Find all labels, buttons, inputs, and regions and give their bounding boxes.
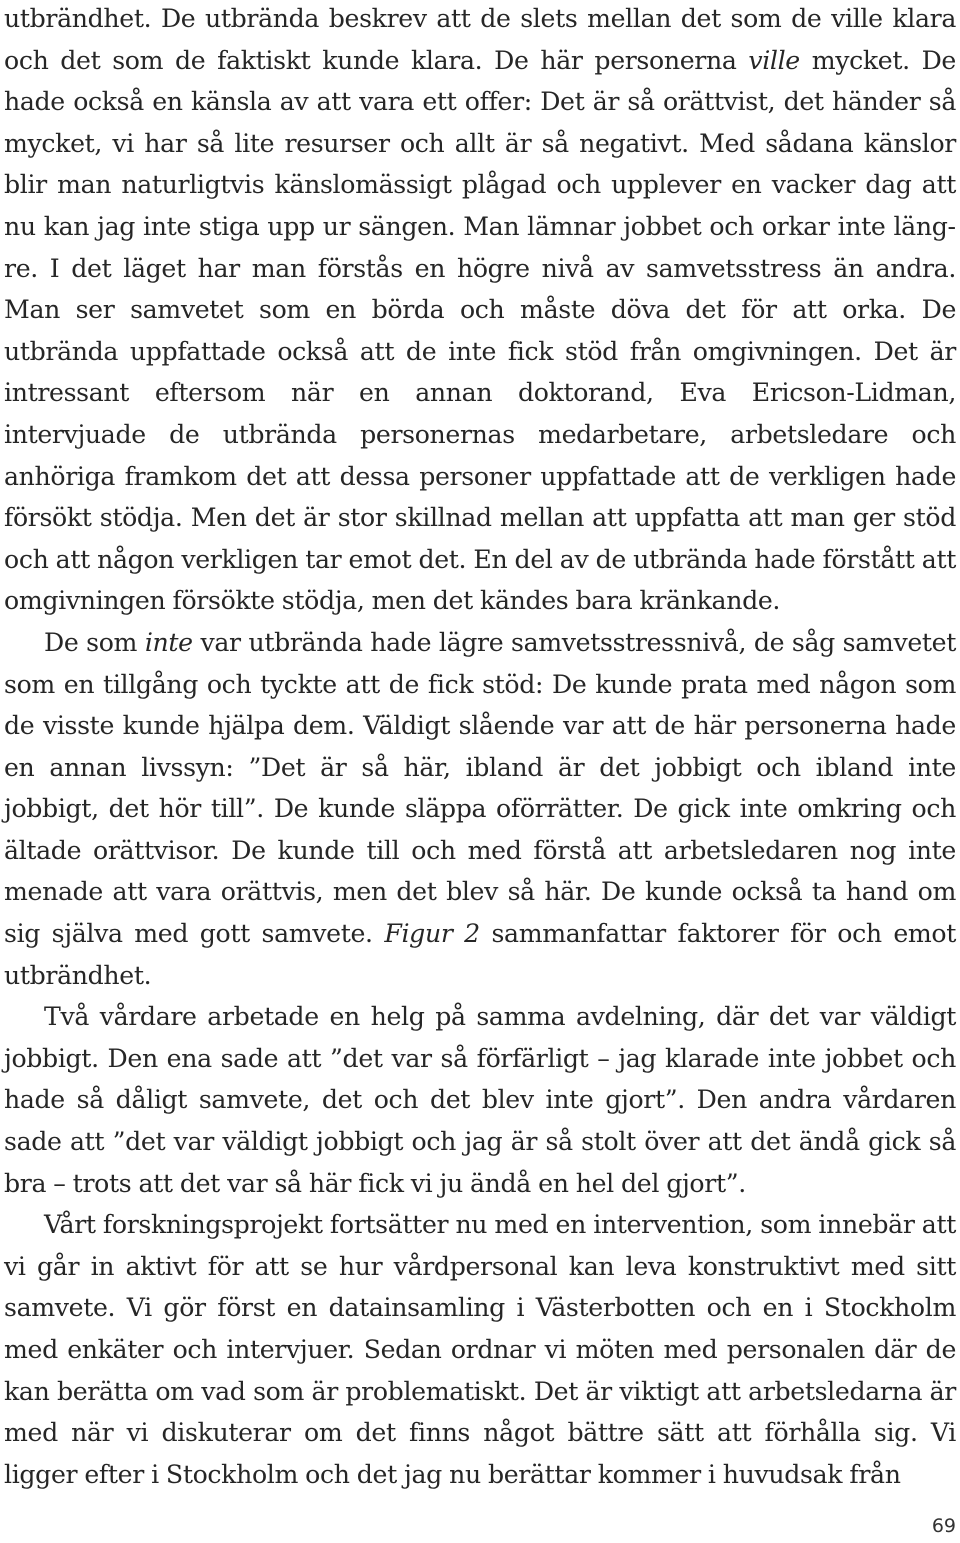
text-segment-italic: ville xyxy=(748,45,800,75)
document-page xyxy=(4,0,956,1495)
text-segment: Vårt forskningsprojekt fortsätter nu med en intervention, som innebär att vi går in aktivt för att se hur vårdpersonal kan leva konstruktivt med sitt samvete. Vi gör först en datainsamling i Västerbotten och en i Stockholm med enkäter och intervjuer. Sedan ordnar vi möten med personalen där de kan berätta om vad som är problematiskt. Det är viktigt att arbetsledarna är med när vi diskuterar om det finns något bättre sätt att förhålla sig. Vi ligger efter i Stockholm och det jag nu berättar kommer i huvudsak från xyxy=(4,1210,956,1489)
text-segment: De som xyxy=(44,627,145,657)
text-segment-italic: inte xyxy=(144,627,193,657)
text-segment: utbrändhet. De utbrända beskrev att de slets mellan det som de ville klara och det som de faktiskt kunde klara. De här personerna xyxy=(4,4,956,75)
paragraph-4 xyxy=(4,1204,956,1495)
page-number: 69 xyxy=(931,1515,956,1537)
text-segment: mycket. De hade också en känsla av att vara ett offer: Det är så orättvist, det händer så mycket, vi har så lite resurser och allt är så negativt. Med sådana känslor blir man naturligtvis känslomässigt plågad och upplever en vacker dag att nu kan jag inte stiga upp ur sängen. Man lämnar jobbet och orkar inte längre. I det läget har man förstås en högre nivå av samvetsstress än andra. Man ser samvetet som en börda och måste döva det för att orka. De utbrända uppfattade också att de inte fick stöd från omgivningen. Det är intressant eftersom när en annan doktorand, Eva Ericson-Lidman, intervjuade de utbrända personernas medarbetare, arbetsledare och anhöriga framkom det att dessa personer uppfattade att de verkligen hade försökt stödja. Men det är stor skillnad mellan att uppfatta att man ger stöd och att någon verkligen tar emot det. En del av de utbrända hade förstått att omgivningen försökte stödja, men det kändes bara kränkande. xyxy=(4,45,956,616)
text-segment-italic: Figur 2 xyxy=(384,919,480,949)
text-segment: Två vårdare arbetade en helg på samma avdelning, där det var väldigt jobbigt. Den ena sade att ”det var så förfärligt – jag klarade inte jobbet och hade så dåligt samvete, det och det blev inte gjort”. Den andra vårdaren sade att ”det var väldigt jobbigt och jag är så stolt över att det ändå gick så bra – trots att det var så här fick vi ju ändå en hel del gjort”. xyxy=(4,1002,956,1198)
text-segment: var utbrända hade lägre samvetsstressnivå, de såg samvetet som en tillgång och tyckte att de fick stöd: De kunde prata med någon som de visste kunde hjälpa dem. Väldigt slående var att de här personerna hade en annan livssyn: ”Det är så här, ibland är det jobbigt och ibland inte jobbigt, det hör till”. De kunde släppa oförrätter. De gick inte omkring och ältade orättvisor. De kunde till och med förstå att arbetsledaren nog inte menade att vara orättvis, men det blev så här. De kunde också ta hand om sig själva med gott samvete. xyxy=(4,627,956,949)
paragraph-3 xyxy=(4,996,956,1204)
text-segment: sammanfattar faktorer för och emot utbrändhet. xyxy=(4,919,957,990)
paragraph-2 xyxy=(4,622,956,996)
paragraph-1 xyxy=(4,0,956,622)
